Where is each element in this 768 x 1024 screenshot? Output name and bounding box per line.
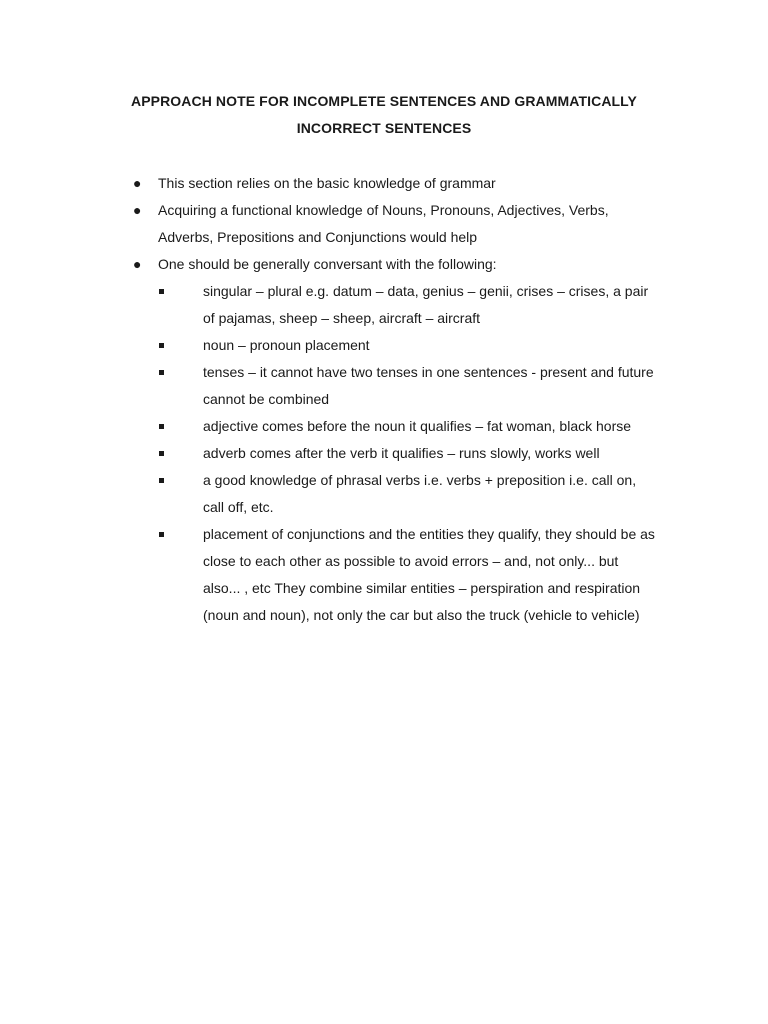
- sub-list-item: [203, 521, 658, 629]
- sub-list-item-text: singular – plural e.g. datum – data, genius – genii, crises – crises, a pair of pajamas, sheep – sheep, aircraft – aircraft: [203, 283, 649, 326]
- square-bullet-icon: [159, 451, 164, 456]
- sub-bullet-list: [158, 278, 658, 629]
- sub-list-item-text: a good knowledge of phrasal verbs i.e. verbs + preposition i.e. call on, call off, etc.: [203, 472, 637, 515]
- bullet-icon: ●: [133, 175, 142, 191]
- sub-list-item: [203, 440, 658, 467]
- sub-list-item-text: placement of conjunctions and the entities they qualify, they should be as close to each other as possible to avoid errors – and, not only... but also... , etc They combine similar entities – perspiration and respiration (noun and noun), not only the car but also the truck (vehicle to vehicle): [203, 526, 655, 623]
- document-title: [60, 88, 708, 142]
- main-bullet-list: [0, 170, 768, 629]
- list-item: [0, 251, 658, 629]
- square-bullet-icon: [159, 478, 164, 483]
- square-bullet-icon: [159, 370, 164, 375]
- sub-list-item: [203, 467, 658, 521]
- sub-list-item: [203, 413, 658, 440]
- sub-list-item: [203, 278, 658, 332]
- sub-list-item: [203, 359, 658, 413]
- list-item-text: Acquiring a functional knowledge of Nouns, Pronouns, Adjectives, Verbs, Adverbs, Prepositions and Conjunctions would help: [158, 202, 609, 245]
- square-bullet-icon: [159, 289, 164, 294]
- list-item: [0, 197, 658, 251]
- title-line-2: INCORRECT SENTENCES: [296, 120, 472, 136]
- bullet-icon: ●: [133, 256, 142, 272]
- square-bullet-icon: [159, 343, 164, 348]
- list-item: [0, 170, 658, 197]
- sub-list-item-text: noun – pronoun placement: [203, 337, 370, 353]
- square-bullet-icon: [159, 532, 164, 537]
- square-bullet-icon: [159, 424, 164, 429]
- sub-list-item-text: adverb comes after the verb it qualifies – runs slowly, works well: [203, 445, 600, 461]
- list-item-text: This section relies on the basic knowledge of grammar: [158, 175, 496, 191]
- bullet-icon: ●: [133, 202, 142, 218]
- sub-list-item-text: tenses – it cannot have two tenses in one sentences - present and future cannot be combined: [203, 364, 654, 407]
- sub-list-item: [203, 332, 658, 359]
- list-item-text: One should be generally conversant with the following:: [158, 256, 497, 272]
- sub-list-item-text: adjective comes before the noun it qualifies – fat woman, black horse: [203, 418, 632, 434]
- title-line-1: APPROACH NOTE FOR INCOMPLETE SENTENCES AND GRAMMATICALLY: [131, 93, 637, 109]
